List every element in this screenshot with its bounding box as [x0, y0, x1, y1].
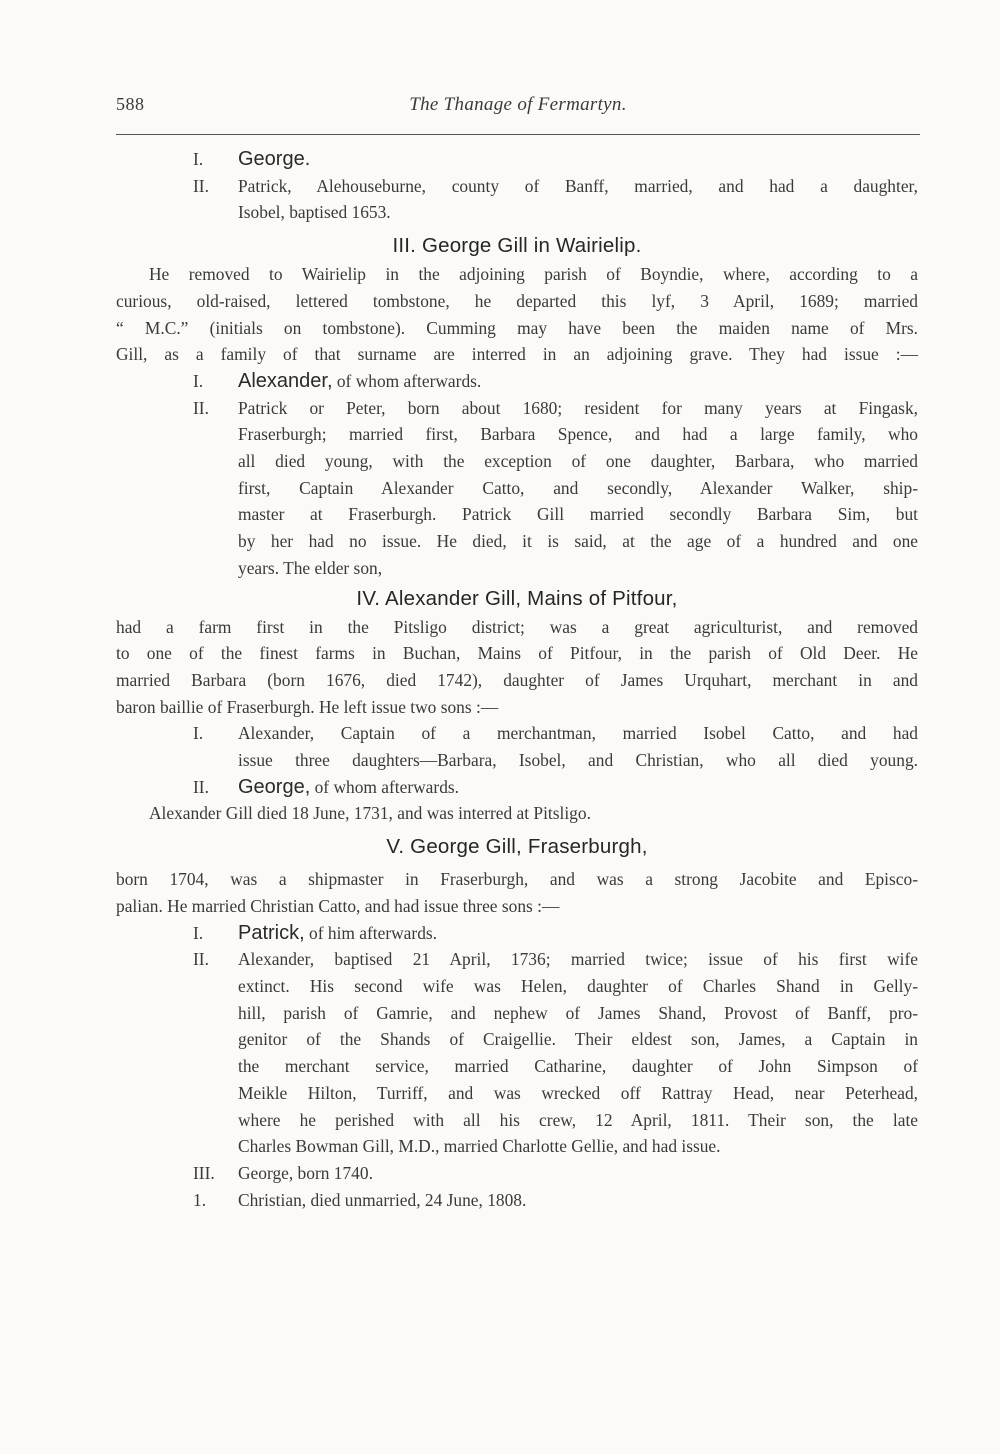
list-item: [116, 368, 918, 395]
list-item: [116, 920, 918, 947]
list-item: [116, 946, 918, 1160]
list-item: [116, 1187, 918, 1214]
section-heading: IV. Alexander Gill, Mains of Pitfour,: [356, 586, 678, 610]
text-line: all died young, with the exception of one daughter, Barbara, who married: [238, 451, 918, 472]
person-name: George,: [238, 775, 311, 798]
page-header: [116, 94, 920, 122]
list-item: [116, 395, 918, 582]
text-line: issue three daughters—Barbara, Isobel, and Christian, who all died young.: [238, 750, 918, 771]
item-text: of whom afterwards.: [332, 370, 482, 391]
paragraph: [116, 866, 918, 919]
text-line: first, Captain Alexander Catto, and secondly, Alexander Walker, ship-: [238, 477, 918, 498]
text-line: by her had no issue. He died, it is said, at the age of a hundred and one: [238, 531, 918, 552]
closing-line: Alexander Gill died 18 June, 1731, and was interred at Pitsligo.: [149, 803, 591, 824]
text-line: years. The elder son,: [238, 557, 383, 578]
text-line: “ M.C.” (initials on tombstone). Cumming may have been the maiden name of Mrs.: [116, 317, 918, 338]
item-text: George, born 1740.: [238, 1162, 373, 1183]
header-rule: [116, 134, 920, 135]
item-text: of him afterwards.: [304, 922, 438, 943]
text-line: to one of the finest farms in Buchan, Mains of Pitfour, in the parish of Old Deer. He: [116, 643, 918, 664]
person-name: Alexander,: [238, 369, 333, 392]
person-name: George.: [238, 148, 311, 170]
item-text: Christian, died unmarried, 24 June, 1808.: [238, 1189, 527, 1210]
page-number: 588: [116, 94, 145, 114]
text-line: genitor of the Shands of Craigellie. Their eldest son, James, a Captain in: [238, 1029, 918, 1050]
text-line: He removed to Wairielip in the adjoining parish of Boyndie, where, according to a: [149, 264, 918, 285]
list-item: [116, 774, 918, 801]
text-line: curious, old-raised, lettered tombstone, he departed this lyf, 3 April, 1689; married: [116, 290, 918, 311]
text-line: where he perished with all his crew, 12 April, 1811. Their son, the late: [238, 1109, 918, 1130]
text-line: baron baillie of Fraserburgh. He left issue two sons :—: [116, 696, 499, 717]
text-line: Gill, as a family of that surname are interred in an adjoining grave. They had issue :—: [116, 344, 918, 365]
text-line: had a farm first in the Pitsligo district; was a great agriculturist, and removed: [116, 616, 918, 637]
text-line: Patrick or Peter, born about 1680; resident for many years at Fingask,: [238, 397, 918, 418]
running-title: The Thanage of Fermartyn.: [409, 94, 627, 115]
item-numeral: III.: [193, 1162, 215, 1183]
section-heading: III. George Gill in Wairielip.: [392, 234, 642, 258]
text-line: Fraserburgh; married first, Barbara Spence, and had a large family, who: [238, 424, 918, 445]
section-heading: V. George Gill, Fraserburgh,: [386, 835, 648, 859]
item-numeral: II.: [193, 397, 209, 418]
text-line: Isobel, baptised 1653.: [238, 202, 391, 223]
paragraph: [116, 614, 918, 721]
list-item: [116, 173, 918, 226]
text-line: palian. He married Christian Catto, and had issue three sons :—: [116, 895, 560, 916]
list-item: [116, 720, 918, 773]
item-text: of whom afterwards.: [310, 776, 460, 797]
text-line: master at Fraserburgh. Patrick Gill married secondly Barbara Sim, but: [238, 504, 918, 525]
item-numeral: 1.: [193, 1189, 207, 1210]
paragraph: [116, 261, 918, 368]
page-body: [116, 146, 918, 1213]
text-line: Charles Bowman Gill, M.D., married Charlotte Gellie, and had issue.: [238, 1136, 721, 1157]
text-line: hill, parish of Gamrie, and nephew of James Shand, Provost of Banff, pro-: [238, 1002, 918, 1023]
item-numeral: II.: [193, 175, 209, 196]
text-line: extinct. His second wife was Helen, daughter of Charles Shand in Gelly-: [238, 975, 918, 996]
item-numeral: I.: [193, 149, 204, 169]
item-numeral: II.: [193, 949, 209, 970]
list-item: [116, 1160, 918, 1187]
text-line: Patrick, Alehouseburne, county of Banff, married, and had a daughter,: [238, 175, 918, 196]
text-line: Meikle Hilton, Turriff, and was wrecked off Rattray Head, near Peterhead,: [238, 1082, 918, 1103]
text-line: the merchant service, married Catharine, daughter of John Simpson of: [238, 1056, 918, 1077]
item-numeral: II.: [193, 776, 209, 797]
text-line: Alexander, Captain of a merchantman, married Isobel Catto, and had: [238, 723, 918, 744]
text-line: married Barbara (born 1676, died 1742), daughter of James Urquhart, merchant in and: [116, 669, 918, 690]
list-item: [116, 146, 918, 173]
text-line: Alexander, baptised 21 April, 1736; married twice; issue of his first wife: [238, 949, 918, 970]
item-numeral: I.: [193, 922, 204, 943]
person-name: Patrick,: [238, 921, 305, 944]
item-numeral: I.: [193, 370, 204, 391]
text-line: born 1704, was a shipmaster in Fraserburgh, and was a strong Jacobite and Episco-: [116, 869, 918, 890]
item-numeral: I.: [193, 723, 204, 744]
